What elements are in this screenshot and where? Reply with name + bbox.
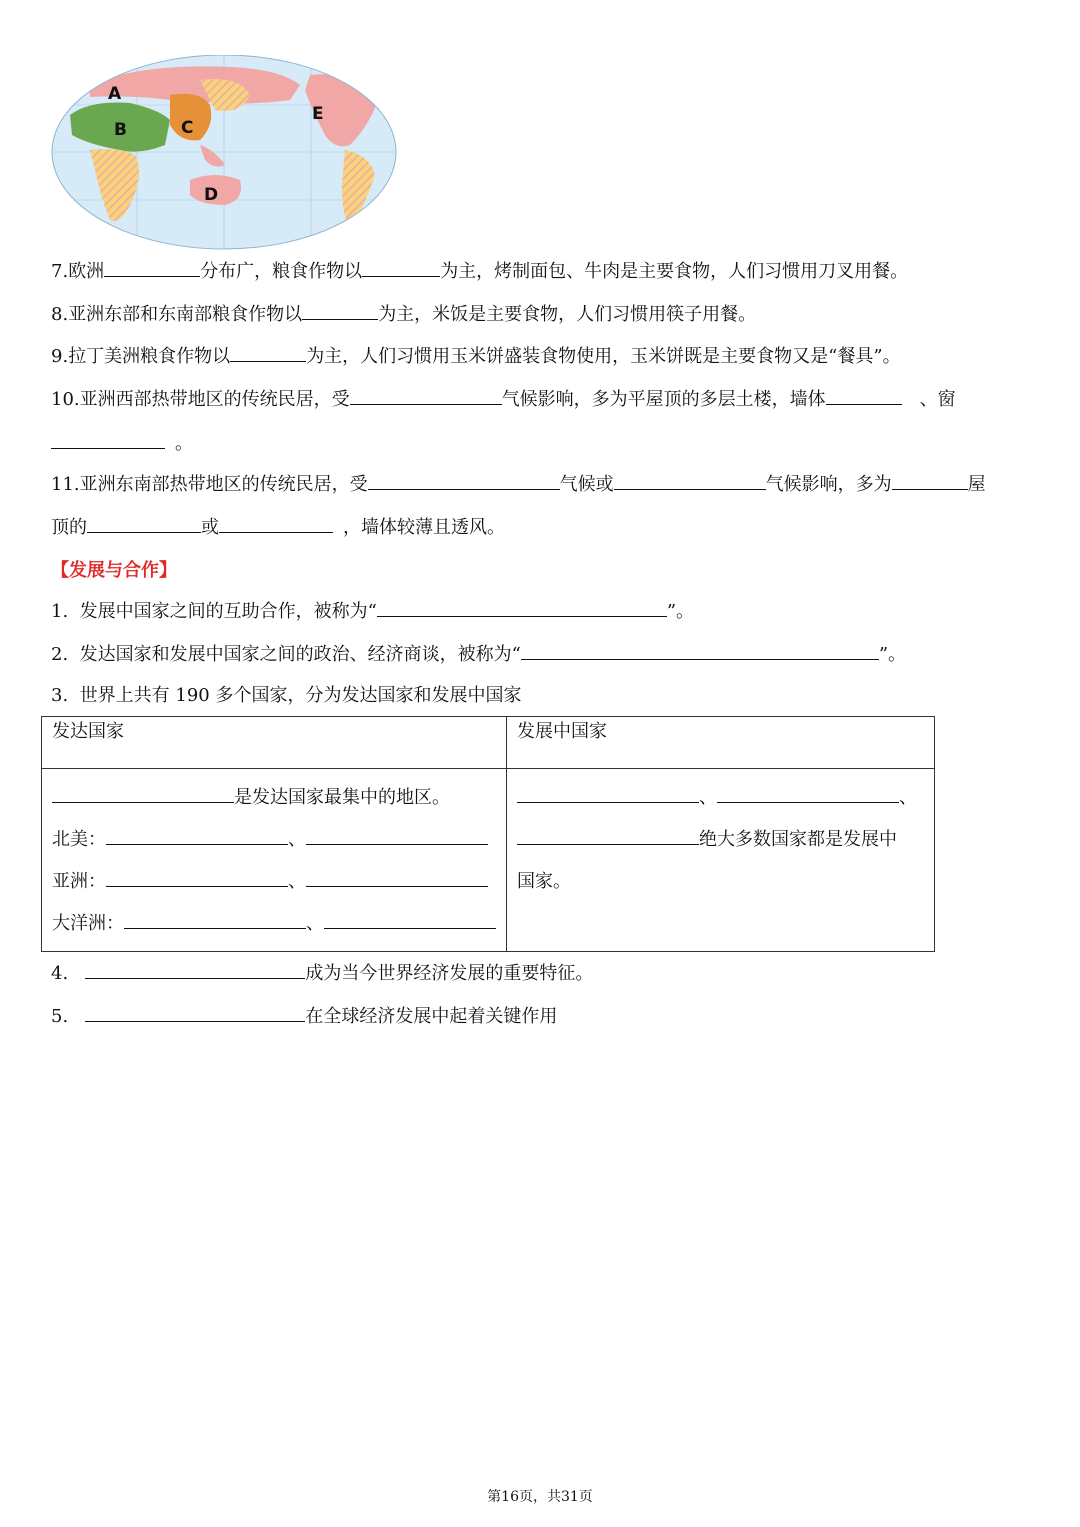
question-11-cont: 顶的 或 ，墙体较薄且透风。 [51,514,505,540]
blank[interactable] [362,258,440,277]
dev-question-3: 3. 世界上共有 190 多个国家，分为发达国家和发展中国家 [51,685,522,706]
map-label-a: A [108,84,122,104]
blank[interactable] [892,471,968,490]
dev-question-4: 4. 成为当今世界经济发展的重要特征。 [51,960,593,986]
blank[interactable] [106,868,288,887]
countries-table [41,716,935,952]
developed-cell: 是发达国家最集中的地区。 北美： 、 亚洲： 、 大洋洲： 、 [42,769,507,952]
blank[interactable] [614,471,766,490]
blank[interactable] [324,910,496,929]
blank[interactable] [230,343,306,362]
blank[interactable] [124,910,306,929]
map-label-c: C [181,118,194,138]
map-label-e: E [312,104,324,124]
table-header-developed: 发达国家 [42,717,507,769]
blank[interactable] [517,784,699,803]
table-header-developing: 发展中国家 [507,717,935,769]
blank[interactable] [52,784,234,803]
blank[interactable] [377,598,667,617]
question-10: 10.亚洲西部热带地区的传统民居，受 气候影响，多为平屋顶的多层土楼，墙体 、窗 [51,386,956,412]
question-8: 8.亚洲东部和东南部粮食作物以 为主，米饭是主要食物，人们习惯用筷子用餐。 [51,301,756,327]
blank[interactable] [521,641,879,660]
blank[interactable] [368,471,560,490]
blank[interactable] [306,826,488,845]
blank[interactable] [104,258,200,277]
blank[interactable] [106,826,288,845]
map-label-d: D [204,185,219,205]
blank[interactable] [51,430,165,449]
dev-question-1: 1. 发展中国家之间的互助合作，被称为“ ”。 [51,598,694,624]
blank[interactable] [85,960,305,979]
developing-cell: 、 、 绝大多数国家都是发展中 国家。 [507,769,935,952]
map-label-b: B [114,120,127,140]
blank[interactable] [826,386,902,405]
blank[interactable] [517,826,699,845]
page-footer: 第16页，共31页 [487,1489,593,1505]
world-food-map [50,55,398,250]
question-10-cont: 。 [51,430,193,456]
blank[interactable] [219,514,333,533]
question-11: 11.亚洲东南部热带地区的传统民居，受 气候或 气候影响，多为 屋 [51,471,986,497]
blank[interactable] [302,301,378,320]
dev-question-2: 2. 发达国家和发展中国家之间的政治、经济商谈，被称为“ ”。 [51,641,906,667]
blank[interactable] [87,514,201,533]
blank[interactable] [350,386,502,405]
question-9: 9.拉丁美洲粮食作物以 为主，人们习惯用玉米饼盛装食物使用，玉米饼既是主要食物又是“餐具”。 [51,343,901,369]
question-7: 7.欧洲 分布广，粮食作物以 为主，烤制面包、牛肉是主要食物，人们习惯用刀叉用餐。 [51,258,908,284]
blank[interactable] [85,1003,305,1022]
blank[interactable] [717,784,899,803]
section-title: 【发展与合作】 [51,560,177,581]
blank[interactable] [306,868,488,887]
dev-question-5: 5. 在全球经济发展中起着关键作用 [51,1003,557,1029]
